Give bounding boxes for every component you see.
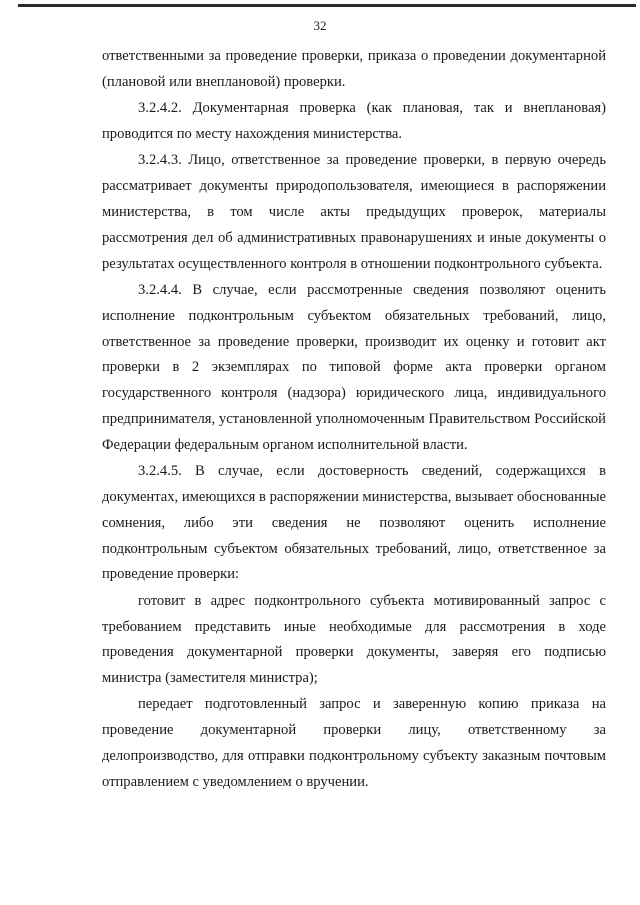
paragraph-transfers-request: передает подготовленный запрос и заверенную копию приказа на проведение документарной проверки лицу, ответственному за делопроизводство, для отправки подконтрольному субъекту заказным почтовым отправлением с уведомлением о вручении. [102,696,606,790]
paragraph-3-2-4-5: 3.2.4.5. В случае, если достоверность сведений, содержащихся в документах, имеющихся в распоряжении министерства, вызывает обоснованные сомнения, либо эти сведения не позволяют оценить исполнение подконтрольным субъектом обязательных требований, лицо, ответственное за проведение проверки: [102,463,607,583]
paragraph-continuation: ответственными за проведение проверки, приказа о проведении документарной (плановой или внеплановой) проверки. [102,48,606,90]
document-body [102,44,606,796]
paragraph-3-2-4-4: 3.2.4.4. В случае, если рассмотренные сведения позволяют оценить исполнение подконтрольным субъектом обязательных требований, лицо, ответственное за проведение проверки, производит их оценку и готовит акт проверки в 2 экземплярах по типовой форме акта проверки органом государственного контроля (надзора) юридического лица, индивидуального предпринимателя, установленной уполномоченным Правительством Российской Федерации федеральным органом исполнительной власти. [102,281,606,453]
paragraph-3-2-4-3: 3.2.4.3. Лицо, ответственное за проведение проверки, в первую очередь рассматривает документы природопользователя, имеющиеся в распоряжении министерства, в том числе акты предыдущих проверок, материалы рассмотрения дел об административных правонарушениях и иные документы о результатах осуществленного контроля в отношении подконтрольного субъекта. [102,152,606,272]
paragraph-prepares-request: готовит в адрес подконтрольного субъекта мотивированный запрос с требованием представить иные необходимые для рассмотрения в ходе проведения документарной проверки документы, заверяя его подписью министра (заместителя министра); [102,592,606,687]
scan-top-edge [18,4,636,7]
paragraph-3-2-4-2: 3.2.4.2. Документарная проверка (как плановая, так и внеплановая) проводится по месту нахождения министерства. [102,100,606,142]
page-number: 32 [313,18,327,33]
